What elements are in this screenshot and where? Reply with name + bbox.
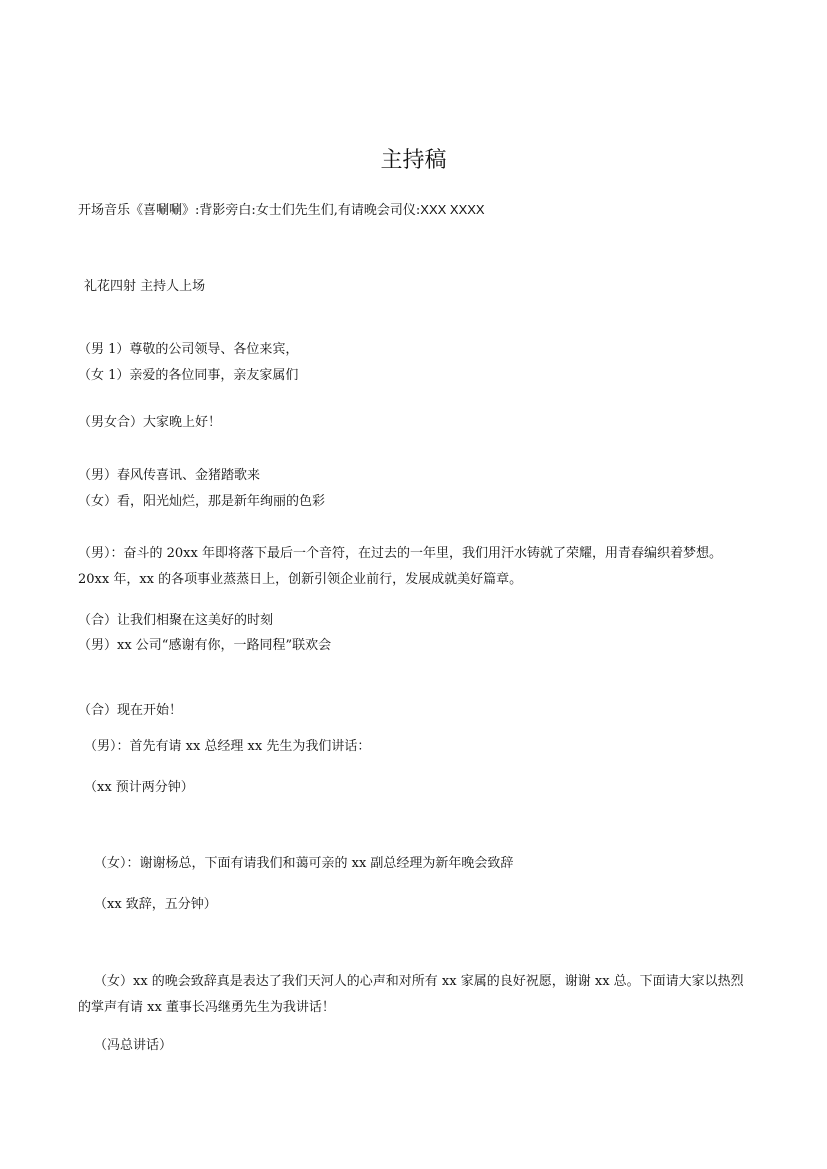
script-line-together-gather: （合）让我们相聚在这美好的时刻	[78, 613, 274, 628]
script-line-together-start: （合）现在开始！	[78, 703, 183, 718]
stage-note-five-minutes: （xx 致辞，五分钟）	[94, 897, 217, 912]
script-paragraph-female-chairman: （女）xx 的晚会致辞真是表达了我们天河人的心声和对所有 xx 家属的良好祝愿，谢谢 xx 总。下面请大家以热烈的掌声有请 xx 董事长冯继勇先生为我讲话！	[78, 974, 744, 1015]
intro-lead: 开场音乐《喜唰唰》:背影旁白:女士们先生们,有请晚会司仪:	[78, 203, 421, 218]
script-line-female-1: （女 1）亲爱的各位同事，亲友家属们	[78, 368, 299, 383]
script-line-female-sunshine: （女）看，阳光灿烂，那是新年绚丽的色彩	[78, 494, 326, 509]
intro-host-names: XXX XXXX	[420, 202, 485, 217]
script-line-male-gm-speech: （男）：首先有请 xx 总经理 xx 先生为我们讲话：	[84, 739, 371, 754]
stage-note-two-minutes: （xx 预计两分钟）	[84, 780, 194, 795]
script-line-female-vp-address: （女）：谢谢杨总，下面有请我们和蔼可亲的 xx 副总经理为新年晚会致辞	[94, 856, 514, 871]
script-line-male-1: （男 1）尊敬的公司领导、各位来宾，	[78, 342, 299, 357]
script-line-male-spring: （男）春风传喜讯、金猪踏歌来	[78, 468, 261, 483]
stage-note-feng-speech: （冯总讲话）	[94, 1038, 173, 1053]
document-title: 主持稿	[380, 148, 447, 173]
stage-direction-fireworks: 礼花四射 主持人上场	[84, 279, 206, 294]
intro-line	[78, 197, 748, 224]
script-paragraph-male-review: （男）：奋斗的 20xx 年即将落下最后一个音符，在过去的一年里，我们用汗水铸就了荣耀，用青春编织着梦想。20xx 年，xx 的各项事业蒸蒸日上，创新引领企业前行，发展成就美好篇章。	[78, 546, 722, 587]
script-line-together-greeting: （男女合）大家晚上好！	[78, 415, 222, 430]
script-line-male-party-name: （男）xx 公司“感谢有你，一路同程”联欢会	[78, 638, 332, 653]
